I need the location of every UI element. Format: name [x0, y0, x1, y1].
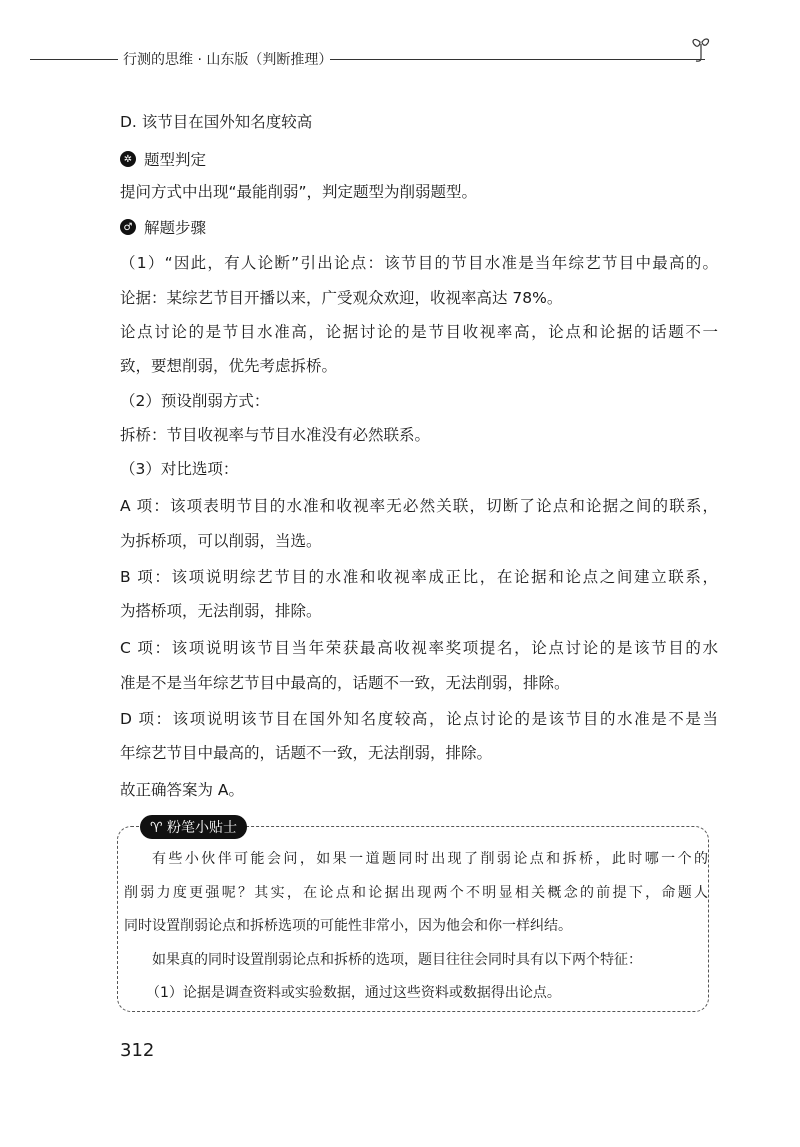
- tip-line: 削弱力度更强呢？其实，在论点和论据出现两个不明显相关概念的前提下，命题人: [124, 885, 708, 901]
- step-line: 为拆桥项，可以削弱，当选。: [120, 532, 322, 550]
- section-question-type: [120, 148, 206, 170]
- section-solution-steps: [120, 216, 206, 238]
- step-line: C 项：该项说明该节目当年荣获最高收视率奖项提名，论点讨论的是该节目的水: [120, 639, 718, 657]
- tip-label-text: 粉笔小贴士: [167, 820, 238, 836]
- step-line: 年综艺节目中最高的，话题不一致，无法削弱，排除。: [120, 744, 493, 762]
- section-title: 解题步骤: [144, 219, 207, 237]
- step-line: （3）对比选项：: [120, 460, 239, 478]
- tip-line: （1）论据是调查资料或实验数据，通过这些资料或数据得出论点。: [146, 985, 561, 1001]
- tip-label: [140, 815, 247, 839]
- gear-icon: ✲: [120, 151, 136, 167]
- step-line: B 项：该项说明综艺节目的水准和收视率成正比，在论据和论点之间建立联系，: [120, 568, 718, 586]
- tip-line: 如果真的同时设置削弱论点和拆桥的选项，题目往往会同时具有以下两个特征：: [152, 952, 642, 968]
- step-line: 论据：某综艺节目开播以来，广受观众欢迎，收视率高达 78%。: [120, 289, 563, 307]
- step-line: A 项：该项表明节目的水准和收视率无必然关联，切断了论点和论据之间的联系，: [120, 497, 718, 515]
- section-title: 题型判定: [144, 151, 207, 169]
- step-line: 论点讨论的是节目水准高，论据讨论的是节目收视率高，论点和论据的话题不一: [120, 323, 718, 341]
- step-line: D 项：该项说明该节目在国外知名度较高，论点讨论的是该节目的水准是不是当: [120, 710, 718, 728]
- step-line: （1）“因此，有人论断”引出论点：该节目的节目水准是当年综艺节目中最高的。: [120, 254, 718, 272]
- steps-icon: ♂: [120, 219, 136, 235]
- step-line: （2）预设削弱方式：: [120, 392, 270, 410]
- sprout-icon: ♈: [150, 820, 168, 836]
- tip-line: 同时设置削弱论点和拆桥选项的可能性非常小，因为他会和你一样纠结。: [124, 918, 572, 934]
- sprout-icon: [688, 34, 718, 64]
- step-line: 准是不是当年综艺节目中最高的，话题不一致，无法削弱，排除。: [120, 674, 570, 692]
- step-line: 拆桥：节目收视率与节目水准没有必然联系。: [120, 426, 431, 444]
- running-header: 行测的思维 · 山东版（判断推理）: [123, 52, 333, 68]
- option-d: D. 该节目在国外知名度较高: [120, 113, 313, 131]
- header-rule-left: [30, 59, 118, 60]
- page-number: 312: [120, 1040, 155, 1061]
- question-type-text: 提问方式中出现“最能削弱”，判定题型为削弱题型。: [120, 183, 478, 201]
- header-rule-right: [330, 59, 705, 60]
- step-line: 为搭桥项，无法削弱，排除。: [120, 602, 322, 620]
- answer-line: 故正确答案为 A。: [120, 781, 245, 799]
- step-line: 致，要想削弱，优先考虑拆桥。: [120, 357, 338, 375]
- tip-line: 有些小伙伴可能会问，如果一道题同时出现了削弱论点和拆桥，此时哪一个的: [152, 851, 708, 867]
